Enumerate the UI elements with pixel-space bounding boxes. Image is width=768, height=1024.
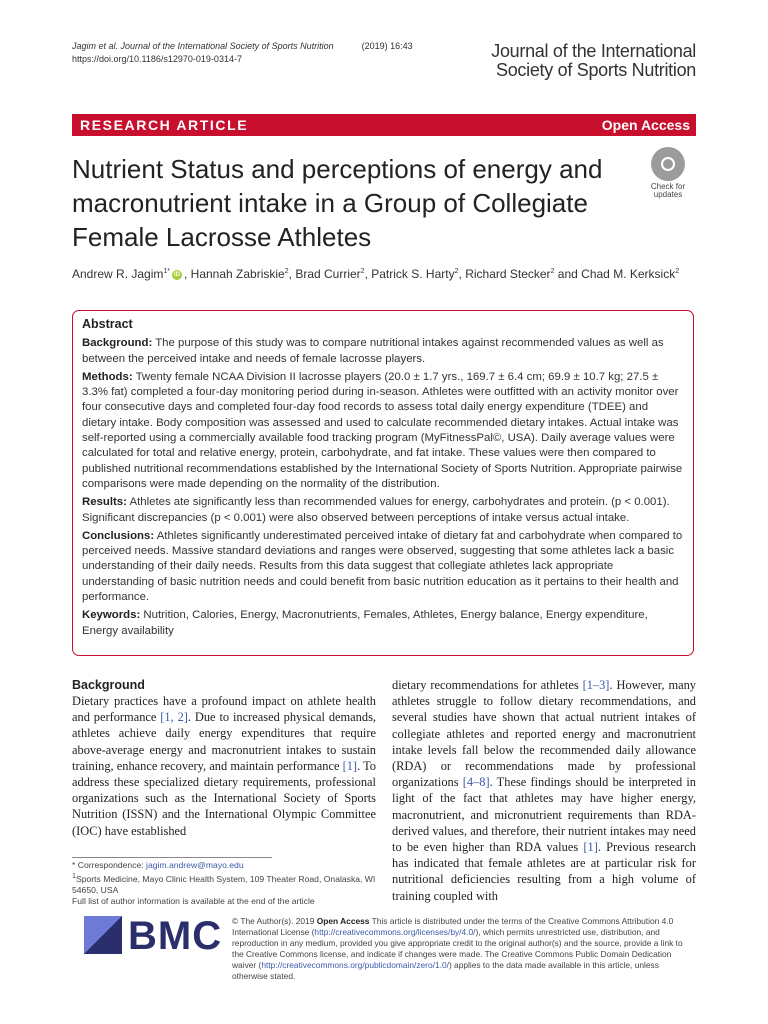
abstract-methods: Methods: Twenty female NCAA Division II lacrosse players (20.0 ± 1.7 yrs., 169.7 ± 6.4 cm; 69.9 ± 10.7 kg; 27.5 ± 3.3% fat) completed a four-day monitoring period during in-season. Athletes were outfitted with an activity monitor over four consecutive days and completed four-day food records to assess total daily energy expenditure (TDEE) and dietary intake. Body composition was assessed and used to calculate recommended dietary intakes. Actual intake was self-reported using a commercially available food tracking program (MyFitnessPal©, USA). Daily average values were calculated for total and relative energy, protein, carbohydrate, and fat intake. These values were then compared to published nutritional recommendations established by the International Society of Sports Nutrition. Appropriate pairwise comparisons were made depending on the normality of the distribution. xyxy=(82,370,683,490)
abstract-results: Results: Athletes ate significantly less than recommended values for energy, carbohydrates and protein. (p < 0.001). Significant discrepancies (p < 0.001) were also observed between perceptions of intake versus actual intake. xyxy=(82,496,670,524)
footnote-divider xyxy=(72,857,272,858)
article-title: Nutrient Status and perceptions of energy and macronutrient intake in a Group of Collegiate Female Lacrosse Athletes xyxy=(72,154,603,252)
section-heading-background: Background xyxy=(72,678,145,692)
affiliation: $^1$Sports Medicine, Mayo Clinic Health System, 109 Theater Road, Onalaska, WI 54650, USA xyxy=(72,872,376,895)
bmc-logo-text: BMC xyxy=(128,914,223,958)
check-updates-icon xyxy=(651,147,685,181)
body-paragraph: Dietary practices have a profound impact on athlete health and performance [1, 2]. Due to increased physical demands, athletes achieve daily energy expenditures that require above-average energy and macronutrient intakes to sustain training, enhance recovery, and maintain performance [1]. To address these specialized dietary requirements, professional organizations such as the International Society of Sports Nutrition (ISSN) and the International Olympic Committee (IOC) have established xyxy=(72,694,376,838)
journal-logo xyxy=(466,42,696,80)
abstract-box xyxy=(72,310,694,656)
body-column-right xyxy=(392,677,696,904)
author-name[interactable]: Brad Currier xyxy=(295,267,361,281)
author-affiliation-sup: 1* xyxy=(163,268,170,275)
author-list: Andrew R. Jagim$^{1*}$ iD , Hannah Zabriskie$^2$, Brad Currier$^2$, Patrick S. Harty$^2$, Richard Stecker$^2$ and Chad M. Kerksick$^2$ xyxy=(72,267,680,281)
journal-name-line1: Journal of the International xyxy=(491,41,696,61)
license-link[interactable]: http://creativecommons.org/licenses/by/4.0/ xyxy=(314,927,476,937)
article-type-label: RESEARCH ARTICLE xyxy=(80,117,249,133)
check-updates-label: Check for updates xyxy=(650,182,686,199)
abstract-conclusions: Conclusions: Athletes significantly underestimated perceived intake of dietary fat and carbohydrate when compared to perceived needs. Massive standard deviations and ranges were observed, suggesting that some athletes lack a basic understanding of their daily needs. Results from this data suggest that collegiate athletes lack appropriate understanding of basic nutrition needs and could benefit from basic nutrition education as it pertains to their health and performance. xyxy=(82,529,683,604)
orcid-icon[interactable]: iD xyxy=(174,271,180,278)
citation-authors: Jagim et al. Journal of the International Society of Sports Nutrition xyxy=(72,41,334,51)
footnote xyxy=(72,860,382,907)
running-header xyxy=(72,40,413,66)
author-name[interactable]: Chad M. Kerksick xyxy=(581,267,676,281)
journal-name-line2: Society of Sports Nutrition xyxy=(496,60,696,80)
body-paragraph: dietary recommendations for athletes [1–3]. However, many athletes struggle to follow dietary recommendations, and several studies have shown that actual nutrient intakes of collegiate athletes and reported energy and macronutrient intake levels fall below the recommended daily allowance (RDA) or recommendations made by professional organizations [4–8]. These findings should be interpreted in light of the fact that athletes may have higher energy, macronutrient, and micronutrient requirements than RDA-derived values, and therefore, their nutrient intakes may need to be even higher than RDA values [1]. Previous research has indicated that female athletes are at particular risk for nutritional deficiencies resulting from a high volume of training coupled with xyxy=(392,678,697,903)
author-affiliation-sup: 2 xyxy=(675,268,680,275)
public-domain-link[interactable]: http://creativecommons.org/publicdomain/zero/1.0/ xyxy=(261,960,449,970)
author-name[interactable]: Andrew R. Jagim xyxy=(72,267,164,281)
doi-link[interactable]: https://doi.org/10.1186/s12970-019-0314-7 xyxy=(72,54,242,64)
article-type-banner xyxy=(72,114,696,136)
author-affiliation-sup: 2 xyxy=(550,268,555,275)
open-access-label: Open Access xyxy=(601,117,690,133)
citation-link[interactable]: [1, 2] xyxy=(160,710,188,725)
author-name[interactable]: Patrick S. Harty xyxy=(371,267,455,281)
author-affiliation-sup: 2 xyxy=(284,268,289,275)
citation-link[interactable]: [1–3] xyxy=(582,678,610,692)
citation-year: (2019) 16:43 xyxy=(361,41,413,51)
correspondence: * Correspondence: jagim.andrew@mayo.edu xyxy=(72,860,244,870)
body-column-left xyxy=(72,677,376,839)
bmc-logo-mark-accent xyxy=(84,916,122,954)
author-name[interactable]: Richard Stecker xyxy=(465,267,551,281)
check-for-updates-button[interactable] xyxy=(640,145,696,201)
citation-line xyxy=(72,40,413,53)
citation-link[interactable]: [1] xyxy=(342,758,358,773)
license-statement: © The Author(s). 2019 Open Access This article is distributed under the terms of the Creative Commons Attribution 4.0 International License (http://creativecommons.org/licenses/by/4.0/), which permits unrestricted use, distribution, and reproduction in any medium, provided you give appropriate credit to the original author(s) and the source, provide a link to the Creative Commons license, and indicate if changes were made. The Creative Commons Public Domain Dedication waiver (http://creativecommons.org/publicdomain/zero/1.0/) applies to the data made available in this article, unless otherwise stated. xyxy=(232,916,683,981)
correspondence-email-link[interactable]: jagim.andrew@mayo.edu xyxy=(146,860,244,870)
citation-link[interactable]: [4–8] xyxy=(462,775,490,790)
abstract-background: Background: The purpose of this study was to compare nutritional intakes against recommended values as well as between the perceived intake and needs of female lacrosse players. xyxy=(82,337,664,365)
author-name[interactable]: Hannah Zabriskie xyxy=(190,267,285,281)
abstract-keywords: Keywords: Nutrition, Calories, Energy, Macronutrients, Females, Athletes, Energy balance, Energy expenditure, Energy availability xyxy=(82,609,648,637)
open-access-bold: Open Access xyxy=(316,916,370,926)
author-info-note: Full list of author information is available at the end of the article xyxy=(72,895,315,906)
citation-link[interactable]: [1] xyxy=(583,840,598,855)
abstract-heading: Abstract xyxy=(82,317,133,331)
author-affiliation-sup: 2 xyxy=(454,268,459,275)
author-affiliation-sup: 2 xyxy=(360,268,365,275)
bmc-logo xyxy=(84,908,224,962)
